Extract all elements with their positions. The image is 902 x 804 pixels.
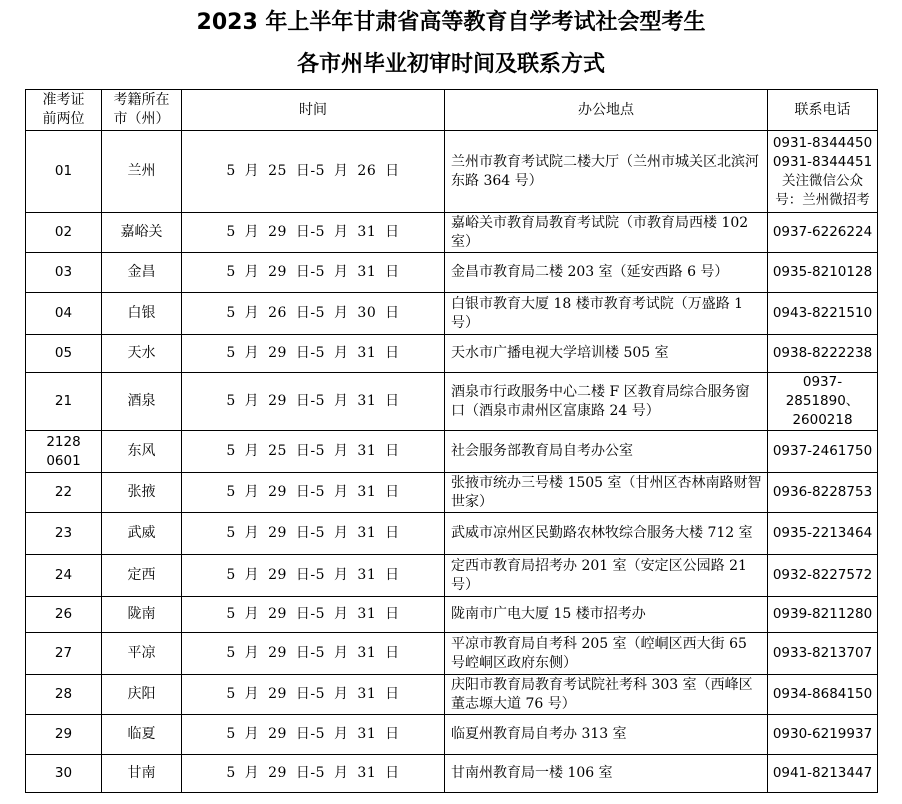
cell-phone: 0939-8211280 xyxy=(768,597,878,633)
cell-city: 兰州 xyxy=(102,131,182,213)
cell-address: 兰州市教育考试院二楼大厅（兰州市城关区北滨河东路 364 号） xyxy=(445,131,768,213)
cell-address: 白银市教育大厦 18 楼市教育考试院（万盛路 1 号） xyxy=(445,293,768,335)
cell-exam-id-prefix: 01 xyxy=(26,131,102,213)
cell-time: 5 月 25 日-5 月 26 日 xyxy=(182,131,445,213)
cell-exam-id-prefix: 05 xyxy=(26,335,102,373)
cell-time: 5 月 26 日-5 月 30 日 xyxy=(182,293,445,335)
cell-phone: 0934-8684150 xyxy=(768,675,878,715)
cell-city: 白银 xyxy=(102,293,182,335)
cell-exam-id-prefix: 30 xyxy=(26,755,102,793)
cell-city: 陇南 xyxy=(102,597,182,633)
cell-phone: 0933-8213707 xyxy=(768,633,878,675)
cell-time: 5 月 29 日-5 月 31 日 xyxy=(182,675,445,715)
document-title-line1: 2023 年上半年甘肃省高等教育自学考试社会型考生 xyxy=(196,10,706,35)
cell-exam-id-prefix: 23 xyxy=(26,513,102,555)
cell-time: 5 月 29 日-5 月 31 日 xyxy=(182,373,445,431)
cell-city: 嘉峪关 xyxy=(102,213,182,253)
cell-time: 5 月 29 日-5 月 31 日 xyxy=(182,473,445,513)
cell-address: 陇南市广电大厦 15 楼市招考办 xyxy=(445,597,768,633)
cell-time: 5 月 29 日-5 月 31 日 xyxy=(182,513,445,555)
table-row xyxy=(26,473,878,513)
cell-time: 5 月 29 日-5 月 31 日 xyxy=(182,715,445,755)
cell-city: 平凉 xyxy=(102,633,182,675)
cell-address: 金昌市教育局二楼 203 室（延安西路 6 号） xyxy=(445,253,768,293)
cell-address: 酒泉市行政服务中心二楼 F 区教育局综合服务窗口（酒泉市肃州区富康路 24 号） xyxy=(445,373,768,431)
cell-exam-id-prefix: 02 xyxy=(26,213,102,253)
table-row xyxy=(26,335,878,373)
cell-exam-id-prefix: 28 xyxy=(26,675,102,715)
cell-city: 庆阳 xyxy=(102,675,182,715)
table-row xyxy=(26,253,878,293)
cell-phone: 0941-8213447 xyxy=(768,755,878,793)
table-row xyxy=(26,597,878,633)
table-row xyxy=(26,213,878,253)
table-row xyxy=(26,513,878,555)
cell-address: 社会服务部教育局自考办公室 xyxy=(445,431,768,473)
document-title-line2: 各市州毕业初审时间及联系方式 xyxy=(296,52,605,77)
cell-city: 定西 xyxy=(102,555,182,597)
cell-address: 武威市凉州区民勤路农林牧综合服务大楼 712 室 xyxy=(445,513,768,555)
table-row xyxy=(26,555,878,597)
cell-time: 5 月 29 日-5 月 31 日 xyxy=(182,755,445,793)
cell-time: 5 月 29 日-5 月 31 日 xyxy=(182,633,445,675)
cell-city: 东风 xyxy=(102,431,182,473)
cell-phone: 0931-8344450 0931-8344451 关注微信公众号：兰州微招考 xyxy=(768,131,878,213)
cell-exam-id-prefix: 27 xyxy=(26,633,102,675)
table-row xyxy=(26,373,878,431)
header-contact-phone: 联系电话 xyxy=(768,90,878,131)
header-registration-city: 考籍所在 市（州） xyxy=(102,90,182,131)
table-row xyxy=(26,431,878,473)
cell-time: 5 月 29 日-5 月 31 日 xyxy=(182,253,445,293)
cell-phone: 0937-2851890、 2600218 xyxy=(768,373,878,431)
cell-city: 临夏 xyxy=(102,715,182,755)
cell-address: 庆阳市教育局教育考试院社考科 303 室（西峰区董志塬大道 76 号） xyxy=(445,675,768,715)
cell-address: 平凉市教育局自考科 205 室（崆峒区西大街 65 号崆峒区政府东侧） xyxy=(445,633,768,675)
cell-phone: 0930-6219937 xyxy=(768,715,878,755)
header-exam-id-prefix: 准考证 前两位 xyxy=(26,90,102,131)
table-row xyxy=(26,293,878,335)
cell-time: 5 月 29 日-5 月 31 日 xyxy=(182,555,445,597)
table-row xyxy=(26,675,878,715)
cell-phone: 0943-8221510 xyxy=(768,293,878,335)
cell-address: 定西市教育局招考办 201 室（安定区公园路 21 号） xyxy=(445,555,768,597)
cell-city: 金昌 xyxy=(102,253,182,293)
cell-address: 嘉峪关市教育局教育考试院（市教育局西楼 102 室） xyxy=(445,213,768,253)
exam-schedule-table xyxy=(25,89,878,793)
cell-address: 临夏州教育局自考办 313 室 xyxy=(445,715,768,755)
cell-phone: 0937-2461750 xyxy=(768,431,878,473)
cell-time: 5 月 29 日-5 月 31 日 xyxy=(182,335,445,373)
cell-phone: 0932-8227572 xyxy=(768,555,878,597)
cell-phone: 0938-8222238 xyxy=(768,335,878,373)
cell-time: 5 月 29 日-5 月 31 日 xyxy=(182,213,445,253)
table-row xyxy=(26,715,878,755)
table-header-row xyxy=(26,90,878,131)
table-row xyxy=(26,633,878,675)
cell-exam-id-prefix: 2128 0601 xyxy=(26,431,102,473)
cell-address: 甘南州教育局一楼 106 室 xyxy=(445,755,768,793)
cell-phone: 0937-6226224 xyxy=(768,213,878,253)
cell-address: 张掖市统办三号楼 1505 室（甘州区杏林南路财智世家） xyxy=(445,473,768,513)
table-row xyxy=(26,131,878,213)
header-office-address: 办公地点 xyxy=(445,90,768,131)
cell-phone: 0935-8210128 xyxy=(768,253,878,293)
cell-city: 甘南 xyxy=(102,755,182,793)
cell-exam-id-prefix: 29 xyxy=(26,715,102,755)
cell-exam-id-prefix: 21 xyxy=(26,373,102,431)
cell-exam-id-prefix: 04 xyxy=(26,293,102,335)
header-time: 时间 xyxy=(182,90,445,131)
cell-time: 5 月 29 日-5 月 31 日 xyxy=(182,597,445,633)
table-row xyxy=(26,755,878,793)
cell-exam-id-prefix: 24 xyxy=(26,555,102,597)
cell-city: 天水 xyxy=(102,335,182,373)
cell-address: 天水市广播电视大学培训楼 505 室 xyxy=(445,335,768,373)
cell-city: 酒泉 xyxy=(102,373,182,431)
cell-exam-id-prefix: 26 xyxy=(26,597,102,633)
cell-phone: 0936-8228753 xyxy=(768,473,878,513)
cell-exam-id-prefix: 03 xyxy=(26,253,102,293)
cell-time: 5 月 25 日-5 月 31 日 xyxy=(182,431,445,473)
cell-phone: 0935-2213464 xyxy=(768,513,878,555)
cell-city: 武威 xyxy=(102,513,182,555)
cell-exam-id-prefix: 22 xyxy=(26,473,102,513)
cell-city: 张掖 xyxy=(102,473,182,513)
